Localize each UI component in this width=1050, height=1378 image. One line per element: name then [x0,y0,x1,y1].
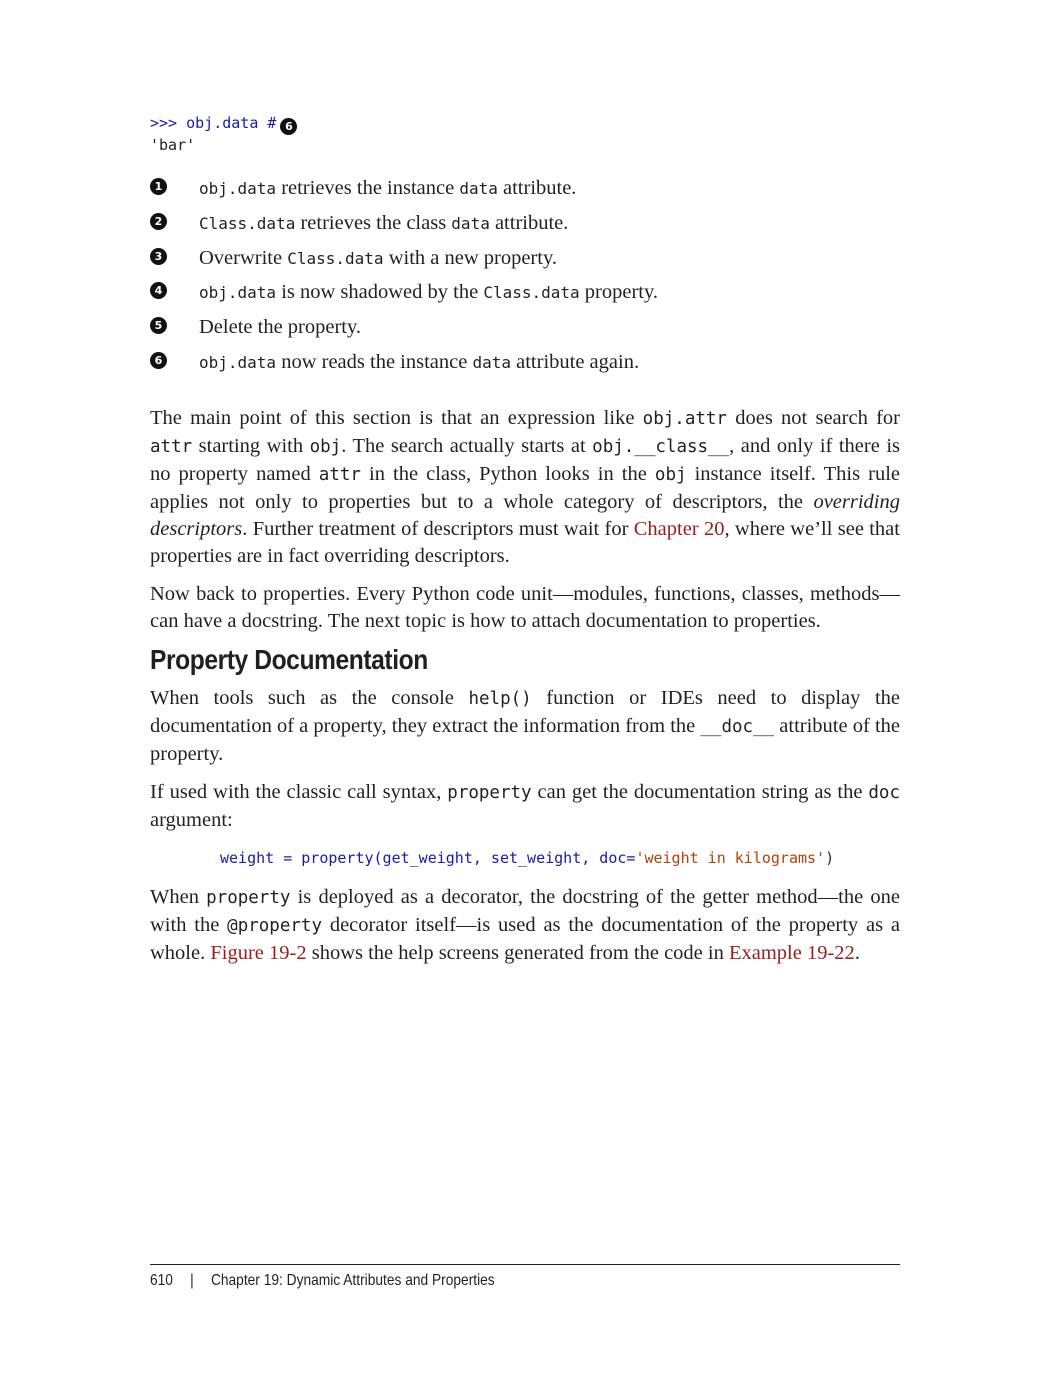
paragraph: When tools such as the console help() function or IDEs need to display the documentation of a property, they extract the information from the __doc__ attribute of the property. [150,687,900,765]
section-heading: Property Documentation [150,644,428,675]
example-19-22-link[interactable]: Example 19-22 [728,942,855,964]
callout-item [150,280,900,315]
code-line-2: 'bar' [150,136,196,154]
running-head: Chapter 19: Dynamic Attributes and Properties [210,1272,495,1289]
callout-number: 3 [150,248,167,265]
callout-item [150,211,900,246]
code-example: weight = property(get_weight, set_weight, doc='weight in kilograms') [220,849,835,867]
callout-number: 5 [150,317,167,334]
callout-number: 6 [150,352,167,369]
callout-text: obj.data retrieves the instance data attribute. [199,177,577,199]
callout-text: Delete the property. [199,316,362,339]
page-number: 610 [150,1272,173,1289]
code-line-1: >>> obj.data # 6 [150,113,297,135]
callout-list [150,176,900,385]
footer-separator: | [190,1272,194,1289]
callout-item [150,350,900,385]
code-snippet [150,113,297,156]
paragraph: Now back to properties. Every Python code unit—modules, functions, classes, methods—can have a docstring. The next topic is how to attach documentation to properties. [150,583,900,632]
callout-text: Overwrite Class.data with a new property. [199,246,558,269]
paragraph: The main point of this section is that an expression like obj.attr does not search for attr starting with obj. The search actually starts at obj.__class__, and only if there is no property named attr in the class, Python looks in the obj instance itself. This rule applies not only to properties but to a whole category of descriptors, the overriding descriptors. Further treatment of descriptors must wait for Chapter 20, where we’ll see that properties are in fact overriding descriptors. [150,407,900,567]
callout-text: Class.data retrieves the class data attribute. [199,211,569,234]
callout-number: 4 [150,282,167,299]
figure-19-2-link[interactable]: Figure 19-2 [210,942,307,964]
chapter-20-link[interactable]: Chapter 20 [633,518,725,540]
body-text [150,405,900,978]
callout-number: 1 [150,178,167,195]
callout-item [150,315,900,350]
callout-marker: 6 [280,118,297,135]
paragraph: If used with the classic call syntax, property can get the documentation string as the doc argument: [150,781,900,831]
callout-number: 2 [150,213,167,230]
footer-rule [150,1264,900,1265]
callout-text: obj.data is now shadowed by the Class.data property. [199,281,659,304]
callout-item [150,176,900,211]
callout-text: obj.data now reads the instance data attribute again. [199,350,640,373]
page-footer [150,1272,495,1290]
paragraph: When property is deployed as a decorator, the docstring of the getter method—the one with the @property decorator itself—is used as the documentation of the property as a whole. Figure 19-2 shows the help screens generated from the code in Example 19-22. [150,886,900,964]
callout-item [150,246,900,281]
page [150,0,900,1378]
